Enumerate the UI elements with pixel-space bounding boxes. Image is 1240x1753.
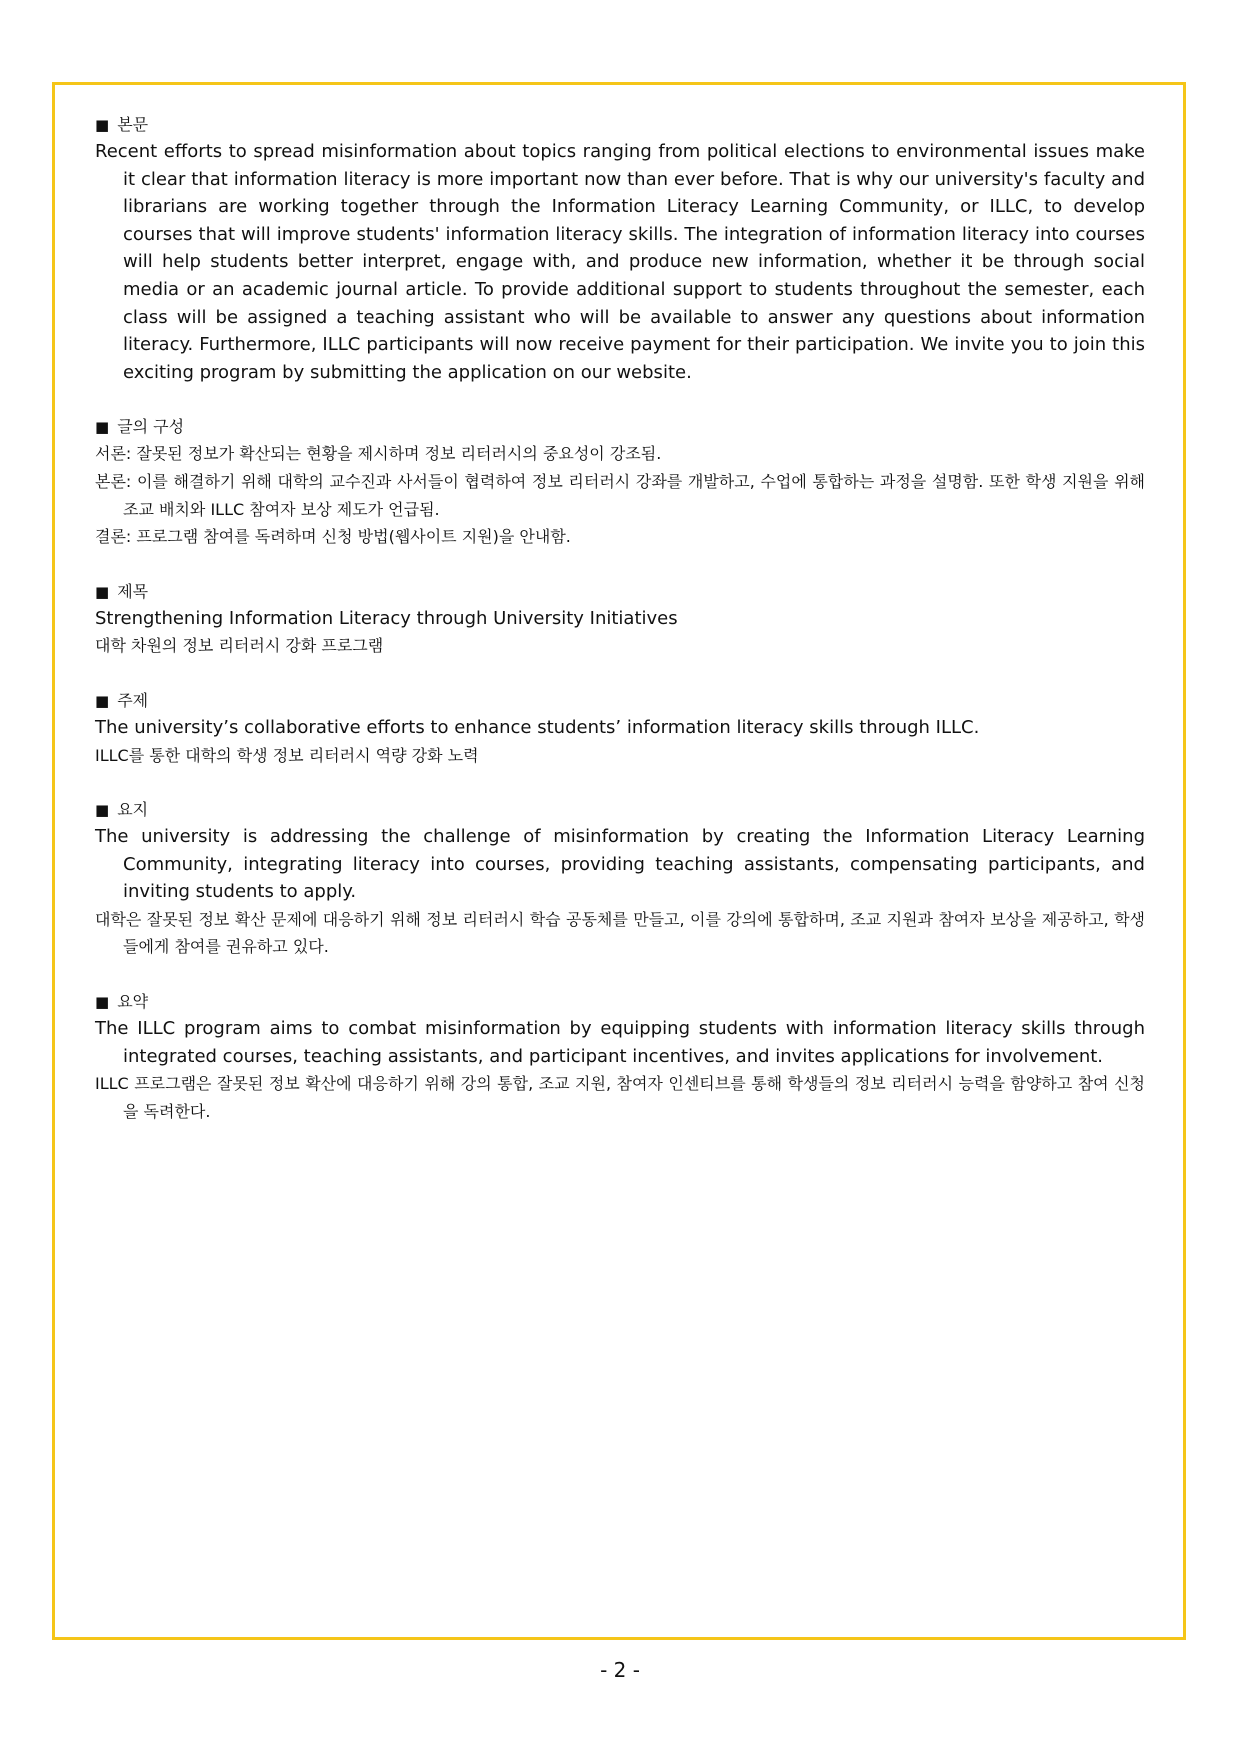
section-heading-label: 주제: [117, 690, 149, 710]
square-bullet-icon: ■: [95, 691, 110, 710]
section-heading: [95, 988, 1145, 1015]
section-heading: [95, 413, 1145, 440]
summary-en: The ILLC program aims to combat misinformation by equipping students with information literacy skills through integrated courses, teaching assistants, and participant incentives, and invites applications for involvement.: [95, 1018, 1145, 1067]
section-heading-label: 요지: [117, 800, 149, 820]
section-gist: [95, 796, 1145, 961]
summary-ko: ILLC 프로그램은 잘못된 정보 확산에 대응하기 위해 강의 통합, 조교 지원, 참여자 인센티브를 통해 학생들의 정보 리터러시 능력을 함양하고 참여 신청을 독려한다.: [95, 1074, 1145, 1121]
section-heading-label: 요약: [117, 992, 149, 1012]
section-body: [95, 111, 1145, 386]
section-heading: [95, 796, 1145, 823]
structure-intro: 서론: 잘못된 정보가 확산되는 현황을 제시하며 정보 리터러시의 중요성이 강조됨.: [95, 444, 662, 464]
square-bullet-icon: ■: [95, 993, 110, 1012]
section-title: [95, 578, 1145, 660]
square-bullet-icon: ■: [95, 418, 110, 437]
square-bullet-icon: ■: [95, 116, 110, 134]
structure-conclusion: 결론: 프로그램 참여를 독려하며 신청 방법(웹사이트 지원)을 안내함.: [95, 527, 571, 547]
page-content: [95, 111, 1145, 1152]
section-heading-label: 글의 구성: [117, 417, 185, 437]
square-bullet-icon: ■: [95, 801, 110, 820]
square-bullet-icon: ■: [95, 582, 110, 601]
section-heading: [95, 111, 1145, 138]
section-topic: [95, 687, 1145, 769]
title-ko: 대학 차원의 정보 리터러시 강화 프로그램: [95, 636, 384, 656]
section-heading: [95, 687, 1145, 714]
topic-ko: ILLC를 통한 대학의 학생 정보 리터러시 역량 강화 노력: [95, 745, 479, 765]
section-summary: [95, 988, 1145, 1125]
page-number: - 2 -: [600, 1658, 640, 1682]
section-structure: [95, 413, 1145, 550]
body-text: Recent efforts to spread misinformation about topics ranging from political elections to environmental issues make it clear that information literacy is more important now than ever before. That is why our university's faculty and librarians are working together through the Information Literacy Learning Community, or ILLC, to develop courses that will improve students' information literacy skills. The integration of information literacy into courses will help students better interpret, engage with, and produce new information, whether it be through social media or an academic journal article. To provide additional support to students throughout the semester, each class will be assigned a teaching assistant who will be available to answer any questions about information literacy. Furthermore, ILLC participants will now receive payment for their participation. We invite you to join this exciting program by submitting the application on our website.: [95, 141, 1145, 383]
section-heading-label: 본문: [117, 115, 149, 134]
gist-ko: 대학은 잘못된 정보 확산 문제에 대응하기 위해 정보 리터러시 학습 공동체를 만들고, 이를 강의에 통합하며, 조교 지원과 참여자 보상을 제공하고, 학생들에게 참여를 권유하고 있다.: [95, 909, 1145, 957]
page-frame: [52, 82, 1186, 1640]
section-heading: [95, 578, 1145, 605]
structure-main: 본론: 이를 해결하기 위해 대학의 교수진과 사서들이 협력하여 정보 리터러시 강좌를 개발하고, 수업에 통합하는 과정을 설명함. 또한 학생 지원을 위해 조교 배치와 ILLC 참여자 보상 제도가 언급됨.: [95, 471, 1145, 519]
gist-en: The university is addressing the challenge of misinformation by creating the Information Literacy Learning Community, integrating literacy into courses, providing teaching assistants, compensating participants, and inviting students to apply.: [95, 826, 1145, 903]
title-en: Strengthening Information Literacy through University Initiatives: [95, 607, 678, 629]
section-heading-label: 제목: [117, 581, 149, 601]
topic-en: The university’s collaborative efforts to enhance students’ information literacy skills through ILLC.: [95, 716, 980, 738]
